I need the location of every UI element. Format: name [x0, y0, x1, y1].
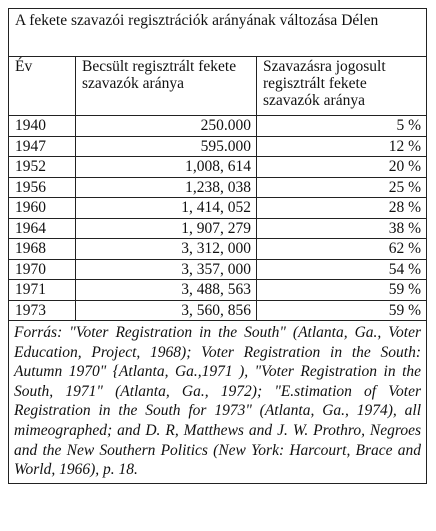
table-row [9, 259, 427, 280]
table-row [9, 300, 427, 321]
table-row [9, 280, 427, 301]
table-caption: A fekete szavazói regisztrációk arányának változása Délen [9, 9, 427, 57]
header-estimated-registered: Becsült regisztrált fekete szavazók aránya [76, 57, 257, 116]
cell-percentage: 38 % [257, 218, 427, 239]
table-row [9, 116, 427, 137]
cell-year: 1970 [9, 259, 76, 280]
voter-registration-table [8, 8, 427, 484]
cell-percentage: 20 % [257, 157, 427, 178]
cell-estimated-count: 1, 907, 279 [76, 218, 257, 239]
table-row [9, 198, 427, 219]
cell-year: 1947 [9, 136, 76, 157]
cell-year: 1960 [9, 198, 76, 219]
cell-year: 1964 [9, 218, 76, 239]
cell-estimated-count: 3, 560, 856 [76, 300, 257, 321]
table-row [9, 218, 427, 239]
cell-percentage: 25 % [257, 177, 427, 198]
document [8, 8, 426, 484]
cell-percentage: 62 % [257, 239, 427, 260]
cell-percentage: 28 % [257, 198, 427, 219]
cell-percentage: 59 % [257, 280, 427, 301]
cell-percentage: 59 % [257, 300, 427, 321]
cell-percentage: 12 % [257, 136, 427, 157]
cell-estimated-count: 250.000 [76, 116, 257, 137]
source-note: Forrás: "Voter Registration in the South" (Atlanta, Ga., Voter Education, Project, 1968); Voter Registration in the South: Autumn 1970" {Atlanta, Ga.,1971 ), "Voter Registration in the South, 1971" (Atlanta, Ga., 1972); "E.stimation of Voter Registration in the South for 1973" (Atlanta, Ga., 1974), all mimeographed; and D. R, Matthews and J. W. Prothro, Negroes and the New Southern Politics (New York: Harcourt, Brace and World, 1966), p. 18. [9, 321, 427, 484]
table-row [9, 177, 427, 198]
cell-estimated-count: 3, 312, 000 [76, 239, 257, 260]
cell-year: 1973 [9, 300, 76, 321]
header-year: Év [9, 57, 76, 116]
cell-year: 1968 [9, 239, 76, 260]
table-row [9, 157, 427, 178]
cell-percentage: 54 % [257, 259, 427, 280]
cell-estimated-count: 1,238, 038 [76, 177, 257, 198]
cell-year: 1952 [9, 157, 76, 178]
table-row [9, 239, 427, 260]
cell-percentage: 5 % [257, 116, 427, 137]
cell-estimated-count: 1,008, 614 [76, 157, 257, 178]
cell-year: 1971 [9, 280, 76, 301]
cell-estimated-count: 3, 357, 000 [76, 259, 257, 280]
cell-year: 1956 [9, 177, 76, 198]
cell-estimated-count: 595.000 [76, 136, 257, 157]
header-eligible-registered: Szavazásra jogosult regisztrált fekete szavazók aránya [257, 57, 427, 116]
caption-row [9, 9, 427, 57]
cell-estimated-count: 3, 488, 563 [76, 280, 257, 301]
table-row [9, 136, 427, 157]
cell-estimated-count: 1, 414, 052 [76, 198, 257, 219]
cell-year: 1940 [9, 116, 76, 137]
header-row [9, 57, 427, 116]
source-row [9, 321, 427, 484]
